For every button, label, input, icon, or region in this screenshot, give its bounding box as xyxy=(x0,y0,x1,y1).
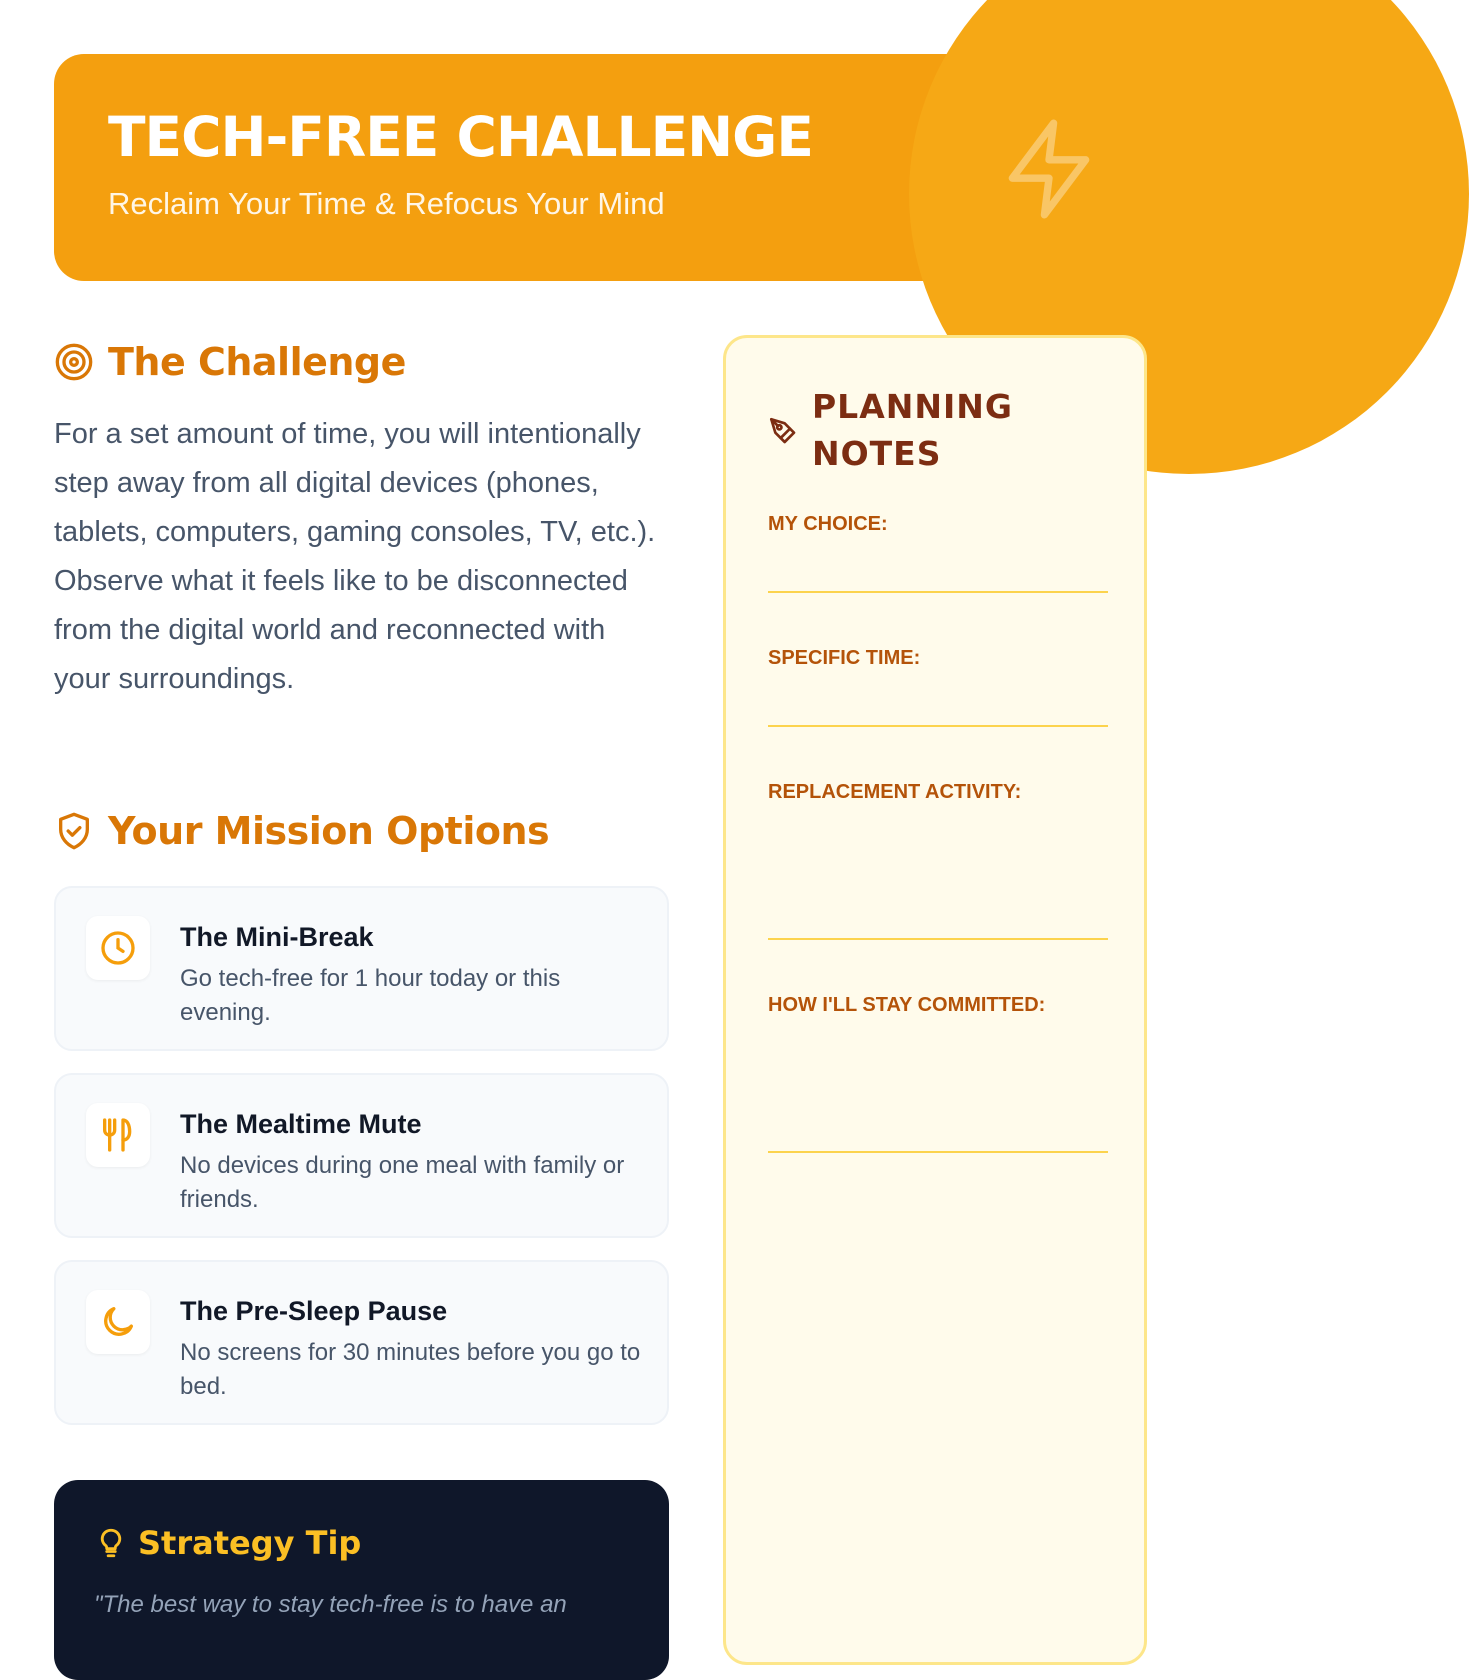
mission-option-mini-break[interactable] xyxy=(54,886,669,1051)
target-icon xyxy=(54,342,94,382)
missions-heading-text: Your Mission Options xyxy=(108,809,550,853)
field-label-my-choice: MY CHOICE: xyxy=(768,513,888,535)
field-line-stay-committed[interactable] xyxy=(768,1151,1108,1153)
planning-notes-title: PLANNING NOTES xyxy=(812,387,1013,473)
challenge-heading-text: The Challenge xyxy=(108,340,406,384)
field-label-specific-time: SPECIFIC TIME: xyxy=(768,647,921,669)
field-label-stay-committed: HOW I'LL STAY COMMITTED: xyxy=(768,994,1046,1016)
mission-option-pre-sleep-pause[interactable] xyxy=(54,1260,669,1425)
strategy-tip-quote: "The best way to stay tech-free is to have an xyxy=(94,1591,567,1618)
mission-title: The Mini-Break xyxy=(180,922,374,952)
page-title: TECH-FREE CHALLENGE xyxy=(108,105,813,169)
mission-icon-box xyxy=(86,916,150,980)
field-line-my-choice[interactable] xyxy=(768,591,1108,593)
missions-heading xyxy=(54,809,549,853)
lightbulb-icon xyxy=(94,1526,128,1560)
moon-icon xyxy=(98,1302,138,1342)
strategy-tip-title: Strategy Tip xyxy=(138,1524,362,1562)
mission-title: The Mealtime Mute xyxy=(180,1109,422,1139)
pen-tool-icon xyxy=(766,414,798,446)
challenge-description: For a set amount of time, you will intentionally step away from all digital devices (phones, tablets, computers, gaming consoles, TV, etc.). Observe what it feels like to be disconnected from the digital world and reconnected with your surroundings. xyxy=(54,418,656,695)
challenge-heading xyxy=(54,340,406,384)
mission-icon-box xyxy=(86,1290,150,1354)
shield-check-icon xyxy=(54,811,94,851)
mission-title: The Pre-Sleep Pause xyxy=(180,1296,448,1326)
clock-icon xyxy=(98,928,138,968)
field-line-replacement-activity[interactable] xyxy=(768,938,1108,940)
hero-banner xyxy=(54,54,1147,281)
mission-description: No devices during one meal with family or friends. xyxy=(180,1152,625,1213)
mission-description: No screens for 30 minutes before you go to bed. xyxy=(180,1339,641,1400)
field-line-specific-time[interactable] xyxy=(768,725,1108,727)
mission-icon-box xyxy=(86,1103,150,1167)
lightning-icon xyxy=(994,114,1104,224)
mission-option-mealtime-mute[interactable] xyxy=(54,1073,669,1238)
strategy-tip-card xyxy=(54,1480,669,1680)
strategy-tip-heading xyxy=(94,1524,361,1562)
planning-notes-heading xyxy=(766,383,1052,477)
utensils-icon xyxy=(98,1115,138,1155)
page-subtitle: Reclaim Your Time & Refocus Your Mind xyxy=(108,186,665,221)
planning-notes-panel xyxy=(723,335,1147,1665)
field-label-replacement-activity: REPLACEMENT ACTIVITY: xyxy=(768,781,1022,803)
mission-description: Go tech-free for 1 hour today or this evening. xyxy=(180,965,561,1026)
